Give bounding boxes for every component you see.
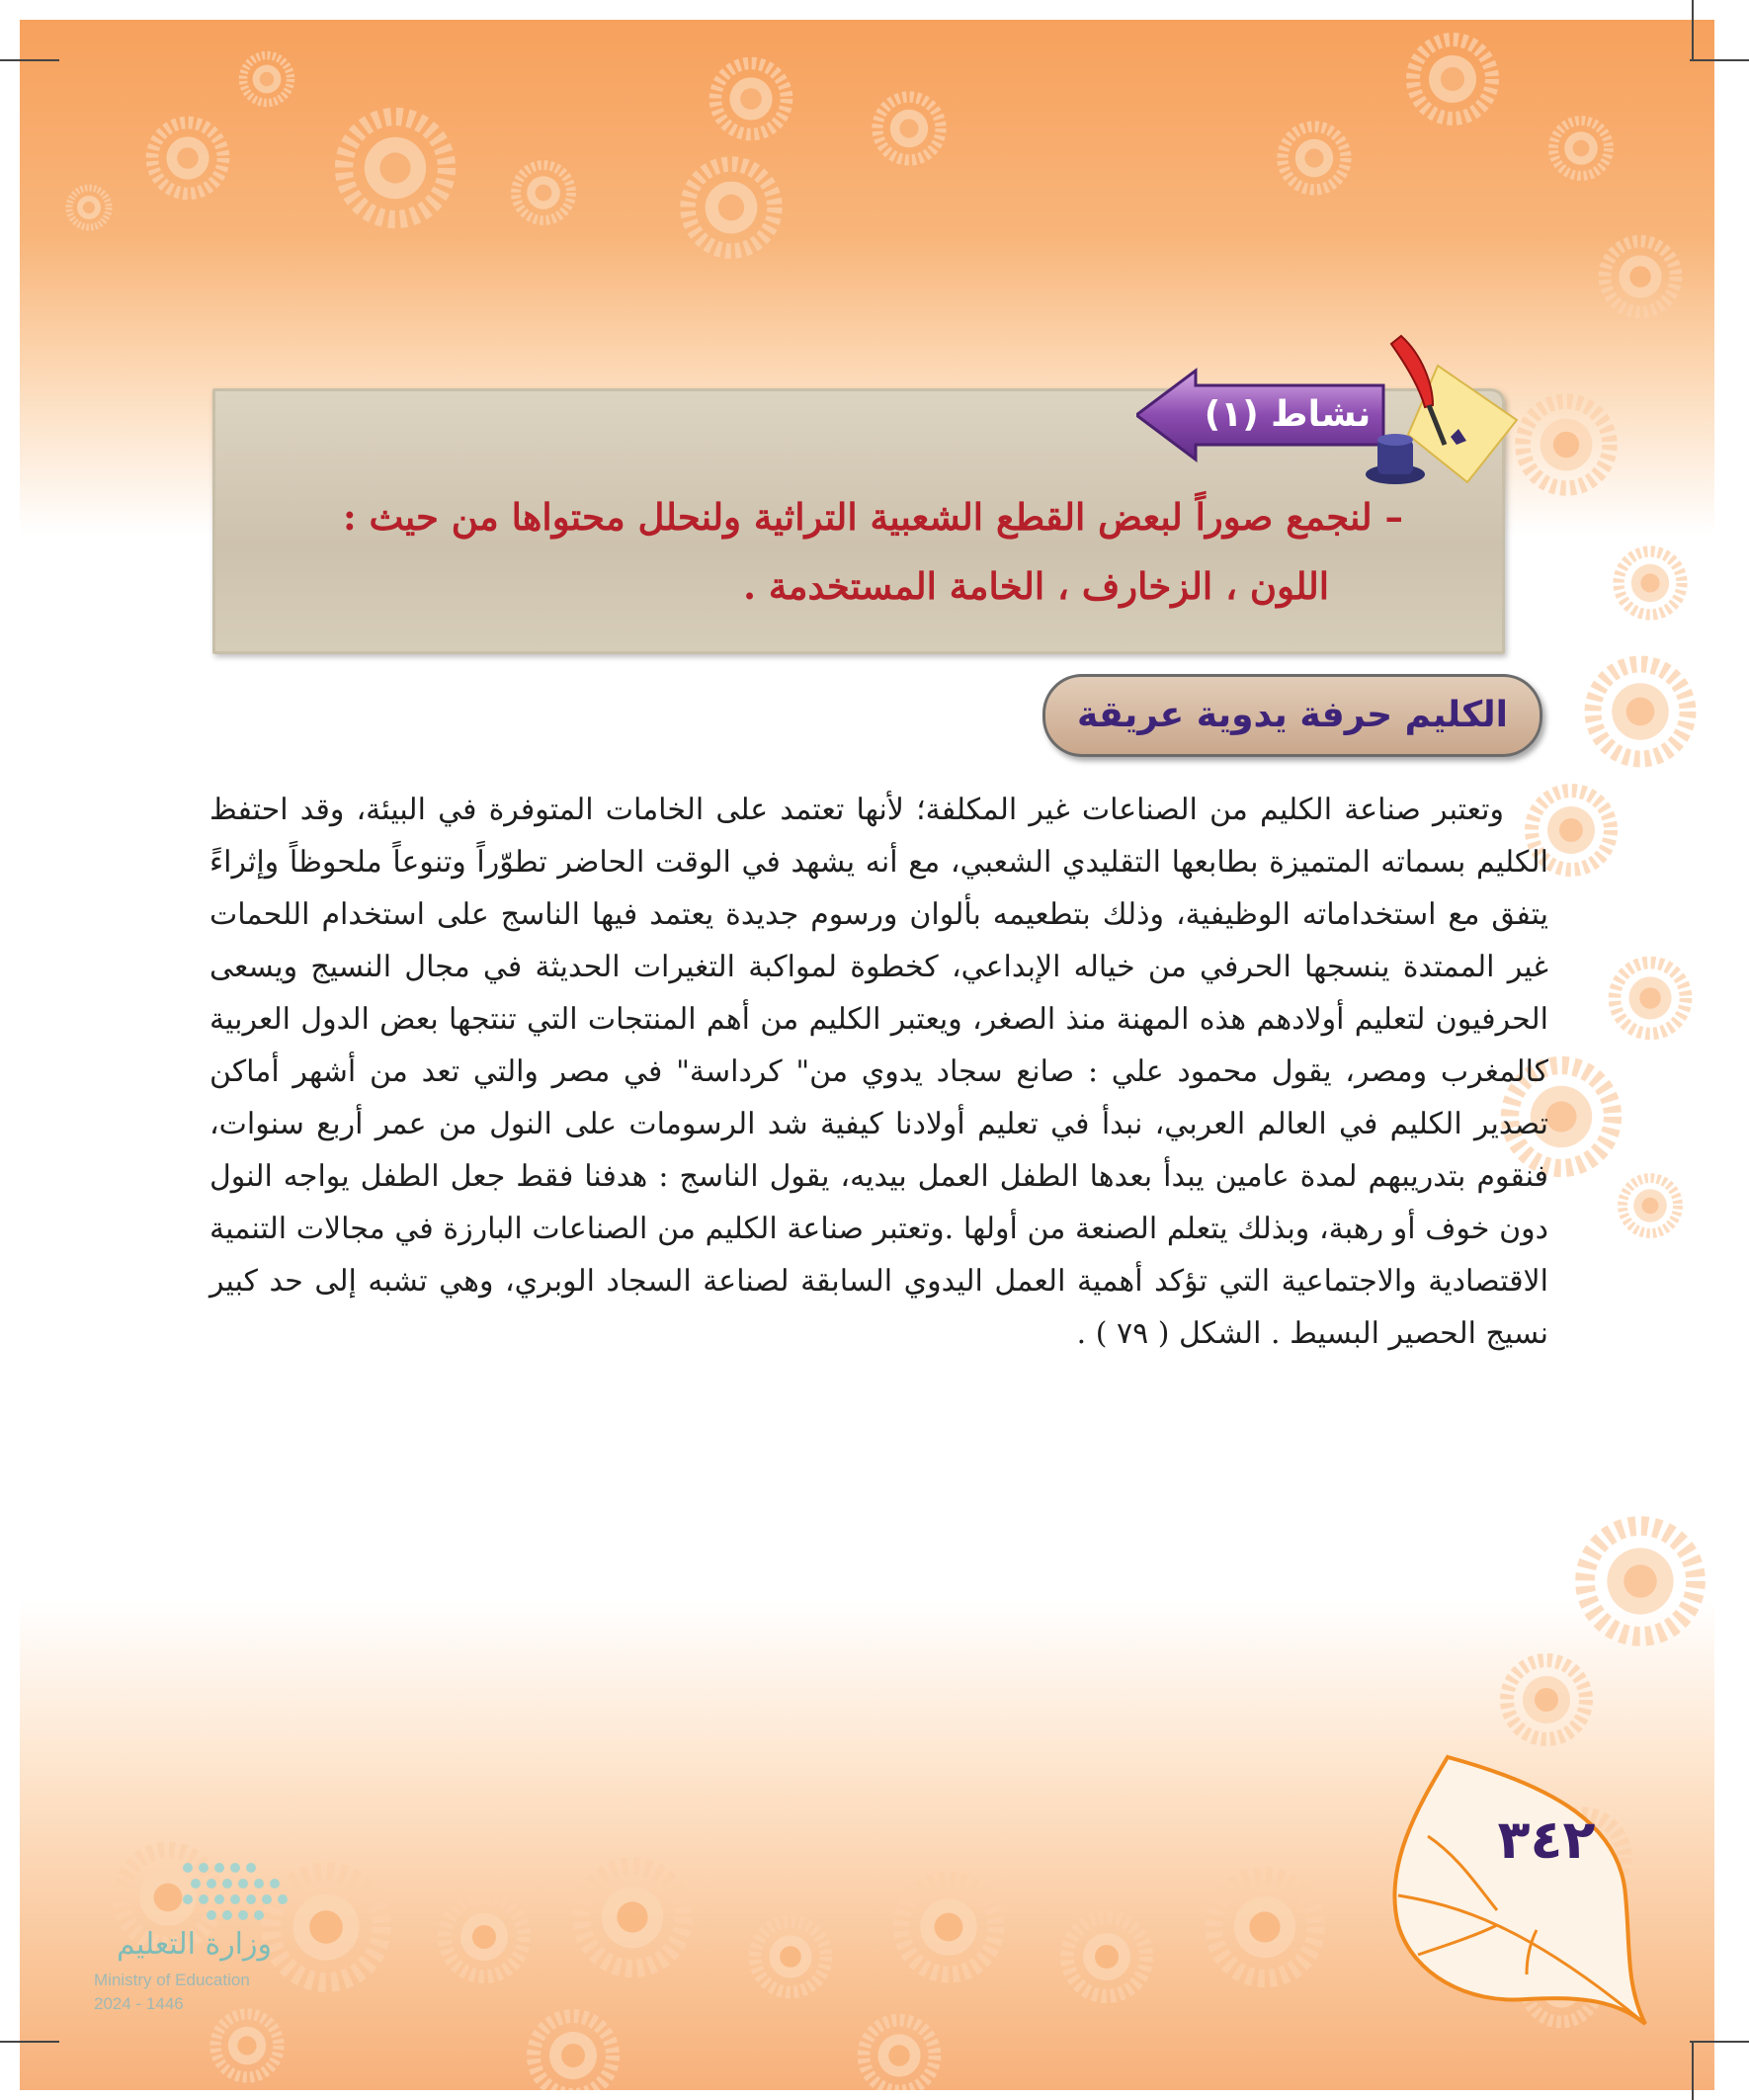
trim-mark: [1692, 2041, 1694, 2100]
page-number-leaf: [1378, 1747, 1650, 2034]
page-number: ٣٤٢: [1497, 1808, 1596, 1871]
body-text: [209, 784, 1548, 1360]
trim-mark: [0, 59, 59, 61]
ministry-year: 2024 - 1446: [94, 1994, 184, 2013]
section-heading: [1042, 674, 1542, 757]
body-paragraph: وتعتبر صناعة الكليم من الصناعات غير المكلفة؛ لأنها تعتمد على الخامات المتوفرة في البيئة، وقد احتفظ الكليم بسماته المتميزة بطابعها التقليدي الشعبي، مع أنه يشهد في الوقت الحاضر تطوّراً وتنوعاً ملحوظاً وإثراءً يتفق مع استخداماته الوظيفية، وذلك بتطعيمه بألوان ورسوم جديدة يعتمد فيها الناسج على استخدام اللحمات غير الممتدة ينسجها الحرفي من خياله الإبداعي، كخطوة لمواكبة التغيرات الحديثة في مجال النسيج ويسعى الحرفيون لتعليم أولادهم هذه المهنة منذ الصغر، ويعتبر الكليم من أهم المنتجات التي تنتجها بعض الدول العربية كالمغرب ومصر، يقول محمود علي : صانع سجاد يدوي من" كرداسة" في مصر والتي تعد من أشهر أماكن تصدير الكليم في العالم العربي، نبدأ في تعليم أولادنا كيفية شد الرسومات على النول من عمر أربع سنوات، فنقوم بتدريبهم لمدة عامين يبدأ بعدها الطفل العمل بيديه، يقول الناسج : هدفنا فقط جعل الطفل يواجه النول دون خوف أو رهبة، وبذلك يتعلم الصنعة من أولها .وتعتبر صناعة الكليم من الصناعات البارزة في مجالات التنمية الاقتصادية والاجتماعية التي تؤكد أهمية العمل اليدوي السابقة لصناعة السجاد الوبري، وهي تشبه إلى حد كبير نسيج الحصير البسيط . الشكل ( ٧٩ ) .: [209, 793, 1548, 1351]
trim-mark: [0, 2041, 59, 2043]
ministry-logo-icon: [178, 1858, 296, 1927]
activity-line-1: – لنجمع صوراً لبعض القطع الشعبية التراثية ولنحلل محتواها من حيث :: [342, 495, 1403, 539]
activity-label: نشاط (١): [1204, 394, 1372, 435]
activity-instructions: [257, 482, 1403, 621]
trim-mark: [1690, 2041, 1749, 2043]
activity-line-2: اللون ، الزخارف ، الخامة المستخدمة .: [743, 564, 1329, 608]
section-heading-text: الكليم حرفة يدوية عريقة: [1076, 695, 1509, 735]
trim-mark: [1692, 0, 1694, 59]
trim-mark: [1690, 59, 1749, 61]
ministry-name-arabic: وزارة التعليم: [116, 1927, 272, 1962]
ministry-name-english: Ministry of Education: [94, 1971, 250, 1989]
